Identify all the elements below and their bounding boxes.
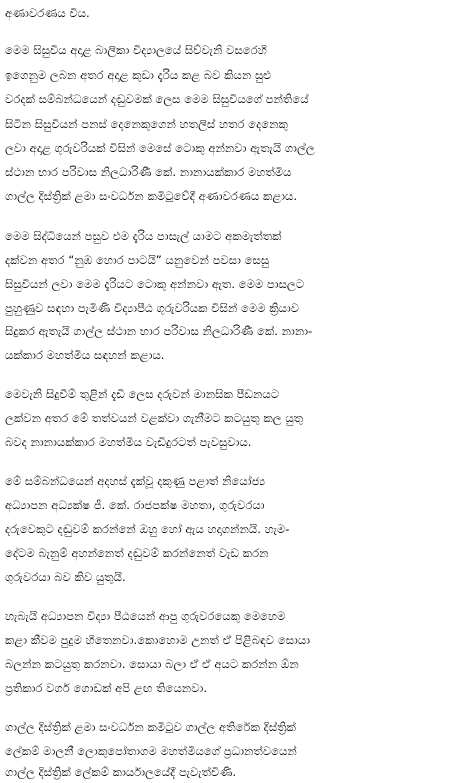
paragraph-line: ගුරුවරයා බව කිව යුතුයි. [5,570,126,584]
paragraph-line: සිටින සිසුවියන් පනස් දෙනෙකුගෙන් හතලිස් හතර දෙනෙකු [5,117,288,131]
paragraph-line: යක්කාර මහත්මිය සඳහන් කළාය. [5,348,165,362]
paragraph-line: ගාල්ල දිස්ත්‍රික් ළමා සංවර්ධන කමිටුවේදී අණාවරණය කළාය. [5,189,298,203]
paragraph-line: මෙම සිද්ධියෙන් පසුව එම දැරිය පාසැල් යාමට අකමැත්තක් [5,229,282,243]
document-title: අණාවරණය විය. [5,6,90,20]
paragraph-line: අධ්‍යාපන අධ්‍යක්ෂ ජී. කේ. රාජපක්ෂ මහතා, ගුරුවරයා [5,498,265,512]
paragraph-line: ගාල්ල දිස්ත්‍රික් ළමා සංවර්ධන කමිටුව ගාල්ල අතිරේක දිස්ත්‍රික් [5,720,296,734]
paragraph-line: බවද නානායක්කාර මහත්මිය වැඩිදුරටත් පැවසුවාය. [5,435,252,449]
paragraph-line: සිසුවියන් ලවා මෙම දැරියට ටොකු අන්නවා ඇත. මෙම පාසලට [5,277,305,291]
paragraph-line: හැබැයි අධ්‍යාපන විද්‍යා පීඨයෙන් ආපු ගුරුවරයෙකු මෙහෙම [5,609,286,623]
paragraph-line: කළා කීවම පුදුම හිතෙනවා.කොහොම උනත් ඒ පිළිබඳව සොයා [5,633,311,647]
paragraph-line: දරුවෙකුට දඬුවම් කරන්නේ ඔහු හෝ ඇය හදාගන්නයි. හැම- [5,522,290,536]
paragraph-line: මෙවැනි සිදුවීම් තුළින් දැඩි ලෙස දරුවන් මානසික පීඩනයට [5,387,280,401]
paragraph-line: ප්‍රතිකාර වර්ග ගොඩක් අපි ළඟ තියෙනවා. [5,681,208,695]
paragraph-line: මේ සම්බන්ධයෙන් අදහස් දැක්වූ දකුණු පළාත් නියෝජ්‍ය [5,474,266,488]
paragraph-line: ඉගෙනුම ලබන අතර අදාළ කුඩා දැරිය කළ බව කියන සුළු [5,68,272,82]
paragraph-line: පුහුණුව සඳහා පැමිණි විද්‍යාපීඨ ගුරුවරියක විසින් මෙම ක්‍රියාව [5,301,300,315]
paragraph-line: ලේකම් මාලනී ලොකුපෝතාගම මහත්මියගේ ප්‍රධානත්වයෙන් [5,744,297,758]
paragraph-line: ස්ථාන භාර පරිවාස නිලධාරිණී කේ. නානායක්කාර මහත්මිය [5,165,292,179]
paragraph-line: ලක්වන අතර මේ තත්වයන් වළක්වා ගැනීමට කටයුතු කල යුතු [5,411,304,425]
paragraph-line: මෙම සිසුවිය අදාළ බාලිකා විද්‍යාලයේ සිව්වැනි වසරෙහි [5,43,267,57]
paragraph-line: ලවා අදාළ ගුරුවරියක් විසින් මෙසේ ටොකු අන්නවා ඇතැයි ගාල්ල [5,141,315,155]
paragraph-line: ගාල්ල දිස්ත්‍රික් ලේකම් කාර්යාලයේදී පැවැත්විණි. [5,765,237,779]
paragraph-line: බලන්න කටයුතු කරනවා. සොයා බලා ඒ ඒ අයට කරන්න ඕන [5,657,299,671]
paragraph-line: දේටම බැනුම් අහන්නෙත් දඬුවම් කරන්නෙත් වැඩ කරන [5,546,269,560]
paragraph-line: දක්වන අතර “නුඹ හොර පාටයි” යනුවෙන් පවසා සෙසු [5,253,270,267]
paragraph-line: වරදක් සම්බන්ධයෙන් දඬුවමක් ලෙස මෙම සිසුවියගේ පන්තියේ [5,92,309,106]
paragraph-line: සිදුකර ඇතැයි ගාල්ල ස්ථාන භාර පරිවාස නිලධාරිණී කේ. නානා- [5,324,313,338]
